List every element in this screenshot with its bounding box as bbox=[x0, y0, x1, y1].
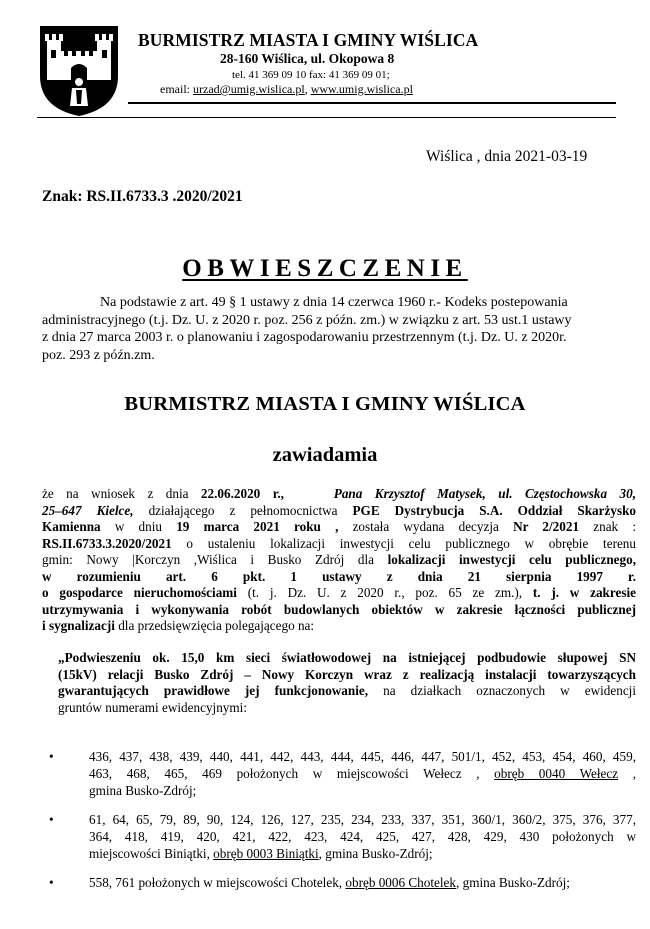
body-line: w rozumieniu art. 6 pkt. 1 ustawy z dnia 21 sierpnia 1997 r. bbox=[42, 568, 636, 584]
office-phones: tel. 41 369 09 10 fax: 41 369 09 01; bbox=[232, 69, 390, 81]
legal-basis-paragraph bbox=[42, 294, 618, 364]
body-line: że na wniosek z dnia 22.06.2020 r., Pana Krzysztof Matysek, ul. Częstochowska 30, bbox=[42, 486, 636, 501]
bullet-icon: • bbox=[49, 875, 54, 890]
document-title bbox=[0, 255, 650, 283]
body-line: RS.II.6733.3.2020/2021 o ustaleniu lokalizacji inwestycji celu publicznego w obrębie terenu bbox=[42, 535, 636, 551]
list-item: • 61, 64, 65, 79, 89, 90, 124, 126, 127, 235, 234, 233, 337, 351, 360/1, 360/2, 375, 376, 377, 364, 418, 419, 420, 421, 422, 423, 424, 425, 427, 428, 429, 430 położonych w miejscowości Biniątki, obręb 0003 Biniątki, gmina Busko-Zdrój; bbox=[49, 812, 636, 861]
body-line: utrzymywania i wykonywania robót budowlanych obiektów w zakresie łączności publicznej bbox=[42, 601, 636, 617]
intro-line: poz. 293 z późn.zm. bbox=[42, 347, 155, 363]
website-link[interactable]: www.umig.wislica.pl bbox=[310, 82, 413, 96]
office-name: BURMISTRZ MIASTA I GMINY WIŚLICA bbox=[138, 30, 479, 50]
list-item: • 558, 761 położonych w miejscowości Chotelek, obręb 0006 Chotelek, gmina Busko-Zdrój; bbox=[49, 875, 570, 890]
email-link[interactable]: urzad@umig.wislica.pl bbox=[193, 82, 305, 96]
body-line: 25–647 Kielce, działającego z pełnomocnictwa PGE Dystrybucja S.A. Oddział Skarżysko bbox=[42, 502, 637, 518]
parcel-list bbox=[42, 748, 636, 903]
reference-number: Znak: RS.II.6733.3 .2020/2021 bbox=[42, 188, 243, 205]
header-rule-thick bbox=[128, 102, 616, 104]
bullet-icon: • bbox=[49, 749, 54, 764]
place-and-date: Wiślica , dnia 2021-03-19 bbox=[426, 148, 588, 165]
project-line: „Podwieszeniu ok. 15,0 km sieci światłowodowej na istniejącej podbudowie słupowej SN bbox=[58, 650, 636, 665]
project-line: gwarantujących prawidłowe jej funkcjonowanie, na działkach oznaczonych w ewidencji bbox=[58, 683, 636, 698]
email-label: email: bbox=[160, 82, 193, 96]
coat-of-arms-logo bbox=[38, 24, 120, 118]
decision-paragraph bbox=[42, 486, 636, 635]
office-contact bbox=[160, 82, 510, 97]
project-description bbox=[58, 650, 636, 716]
body-line: o gospodarce nieruchomościami (t. j. Dz. U. z 2020 r., poz. 65 ze zm.), t. j. w zakresie bbox=[42, 585, 636, 600]
announces-heading: zawiadamia bbox=[272, 444, 378, 466]
body-line: Kamienna w dniu 19 marca 2021 roku , została wydana decyzja Nr 2/2021 znak : bbox=[42, 519, 637, 534]
intro-line: Na podstawie z art. 49 § 1 ustawy z dnia 14 czerwca 1960 r.- Kodeks postepowania bbox=[100, 295, 568, 310]
project-line: gruntów numerami ewidencyjnymi: bbox=[58, 699, 247, 715]
list-item: • 436, 437, 438, 439, 440, 441, 442, 443, 444, 445, 446, 447, 501/1, 452, 453, 454, 460, 459, 463, 468, 465, 469 położonych w miejscowości Wełecz , obręb 0040 Wełecz , gmina Busko-Zdrój; bbox=[49, 749, 636, 798]
project-line: (15kV) relacji Busko Zdrój – Nowy Korczyn wraz z realizacją instalacji towarzyszących bbox=[58, 666, 636, 682]
contact-separator: , bbox=[304, 82, 311, 96]
document-title-text: OBWIESZCZENIE bbox=[182, 255, 468, 282]
office-address: 28-160 Wiślica, ul. Okopowa 8 bbox=[220, 51, 395, 66]
authority-heading: BURMISTRZ MIASTA I GMINY WIŚLICA bbox=[124, 393, 526, 415]
body-line: gmin: Nowy |Korczyn ,Wiślica i Busko Zdrój dla lokalizacji inwestycji celu publicznego, bbox=[42, 552, 636, 567]
header-rule-thin bbox=[37, 117, 616, 118]
bullet-icon: • bbox=[49, 812, 54, 827]
intro-line: z dnia 27 marca 2003 r. o planowaniu i zagospodarowaniu przestrzennym (t.j. Dz. U. z 2020r. bbox=[42, 330, 567, 345]
intro-line: administracyjnego (t.j. Dz. U. z 2020 r. poz. 256 z późn. zm.) w związku z art. 53 ust.1 ustawy bbox=[42, 312, 572, 328]
body-line: i sygnalizacji dla przedsięwzięcia polegającego na: bbox=[42, 618, 315, 633]
